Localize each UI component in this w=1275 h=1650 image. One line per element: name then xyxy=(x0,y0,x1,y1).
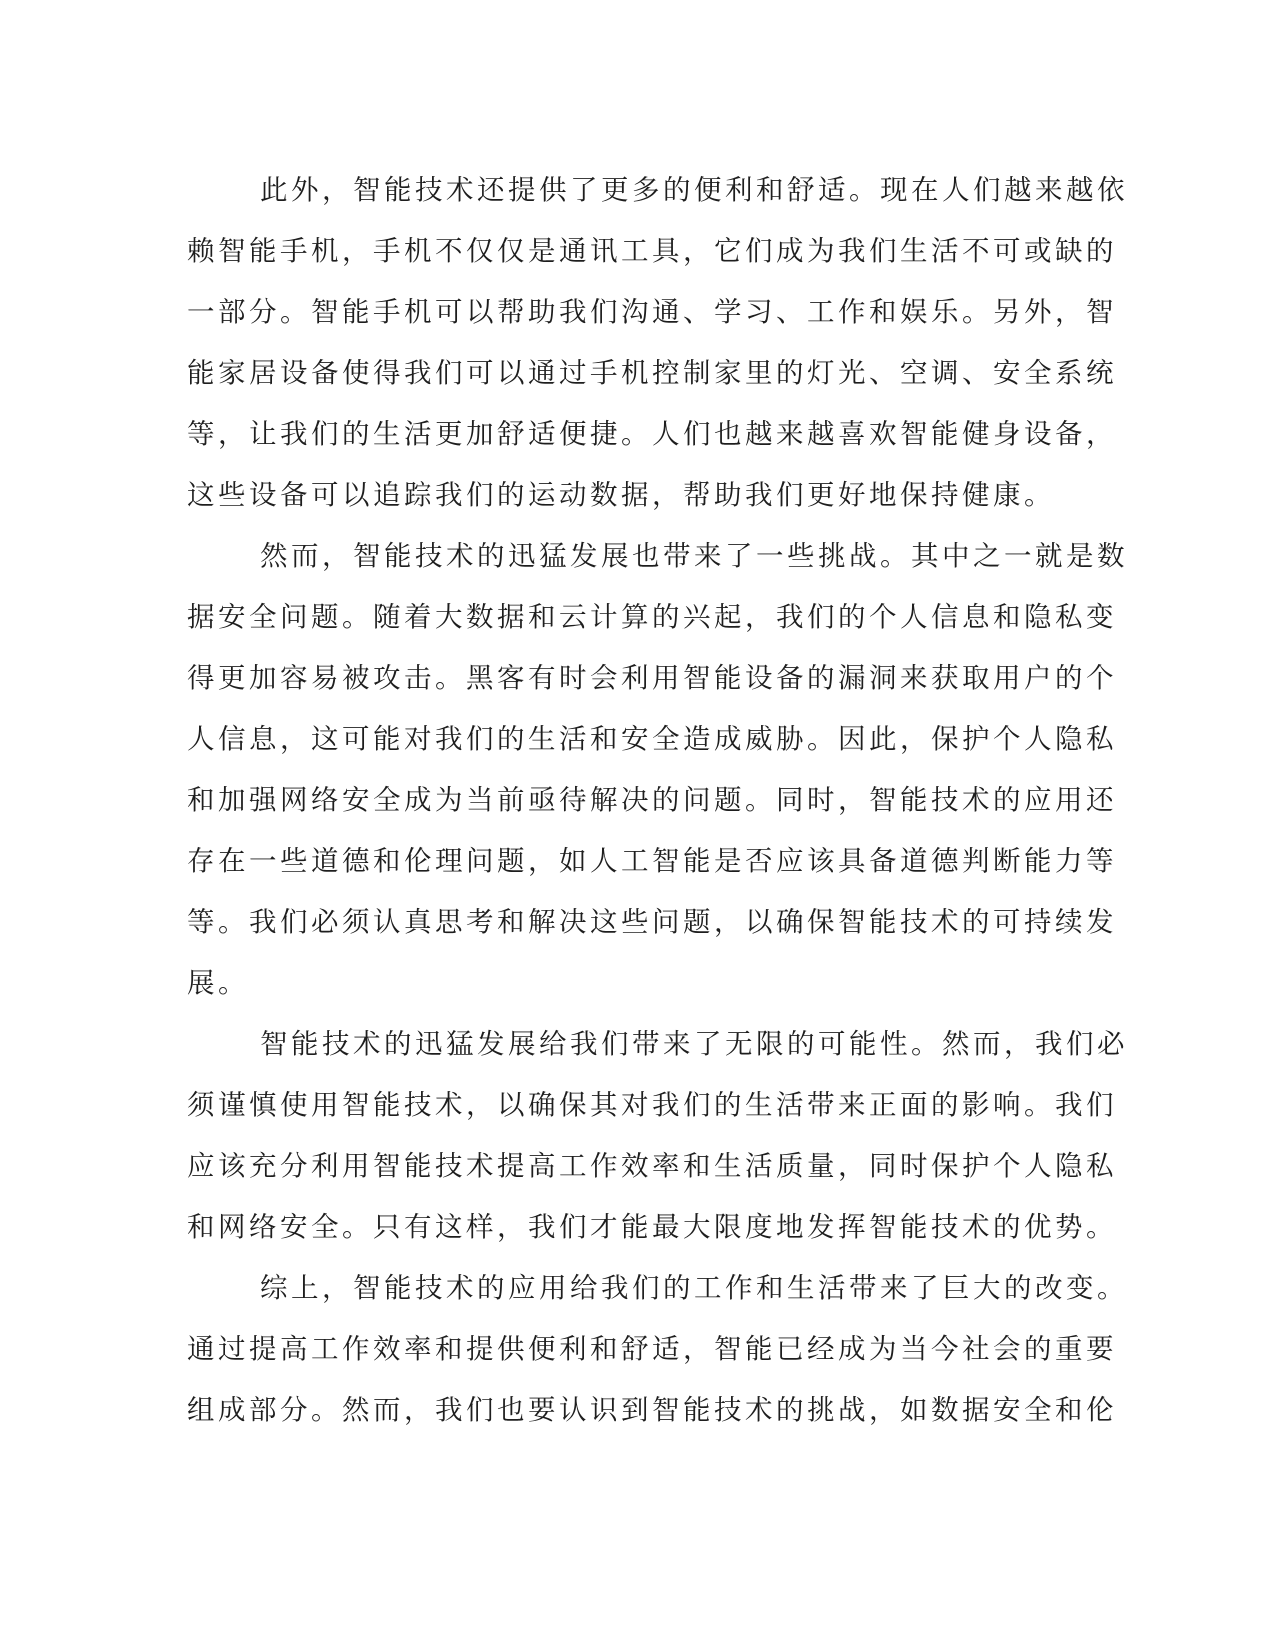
text-line: 赖智能手机，手机不仅仅是通讯工具，它们成为我们生活不可或缺的 xyxy=(187,235,1117,267)
text-line: 据安全问题。随着大数据和云计算的兴起，我们的个人信息和隐私变 xyxy=(187,601,1117,633)
paragraph-challenges xyxy=(187,526,1128,1014)
paragraph-convenience xyxy=(187,160,1128,526)
text-line: 须谨慎使用智能技术，以确保其对我们的生活带来正面的影响。我们 xyxy=(187,1089,1117,1121)
text-line: 综上，智能技术的应用给我们的工作和生活带来了巨大的改变。 xyxy=(260,1272,1128,1304)
text-line: 此外，智能技术还提供了更多的便利和舒适。现在人们越来越依 xyxy=(260,174,1128,206)
text-line: 存在一些道德和伦理问题，如人工智能是否应该具备道德判断能力等 xyxy=(187,845,1117,877)
text-line: 等，让我们的生活更加舒适便捷。人们也越来越喜欢智能健身设备， xyxy=(187,418,1117,450)
text-line: 组成部分。然而，我们也要认识到智能技术的挑战，如数据安全和伦 xyxy=(187,1394,1117,1426)
body-text xyxy=(187,160,1128,1441)
text-line: 应该充分利用智能技术提高工作效率和生活质量，同时保护个人隐私 xyxy=(187,1150,1117,1182)
text-line: 和加强网络安全成为当前亟待解决的问题。同时，智能技术的应用还 xyxy=(187,784,1117,816)
text-line: 通过提高工作效率和提供便利和舒适，智能已经成为当今社会的重要 xyxy=(187,1333,1117,1365)
text-line: 能家居设备使得我们可以通过手机控制家里的灯光、空调、安全系统 xyxy=(187,357,1117,389)
text-line: 等。我们必须认真思考和解决这些问题，以确保智能技术的可持续发 xyxy=(187,906,1117,938)
text-line: 智能技术的迅猛发展给我们带来了无限的可能性。然而，我们必 xyxy=(260,1028,1128,1060)
text-line: 一部分。智能手机可以帮助我们沟通、学习、工作和娱乐。另外，智 xyxy=(187,296,1117,328)
paragraph-possibilities xyxy=(187,1014,1128,1258)
text-line: 和网络安全。只有这样，我们才能最大限度地发挥智能技术的优势。 xyxy=(187,1211,1117,1243)
text-line: 然而，智能技术的迅猛发展也带来了一些挑战。其中之一就是数 xyxy=(260,540,1128,572)
text-line: 展。 xyxy=(187,967,249,999)
text-line: 人信息，这可能对我们的生活和安全造成威胁。因此，保护个人隐私 xyxy=(187,723,1117,755)
text-line: 得更加容易被攻击。黑客有时会利用智能设备的漏洞来获取用户的个 xyxy=(187,662,1117,694)
text-line: 这些设备可以追踪我们的运动数据，帮助我们更好地保持健康。 xyxy=(187,479,1055,511)
paragraph-conclusion xyxy=(187,1258,1128,1441)
